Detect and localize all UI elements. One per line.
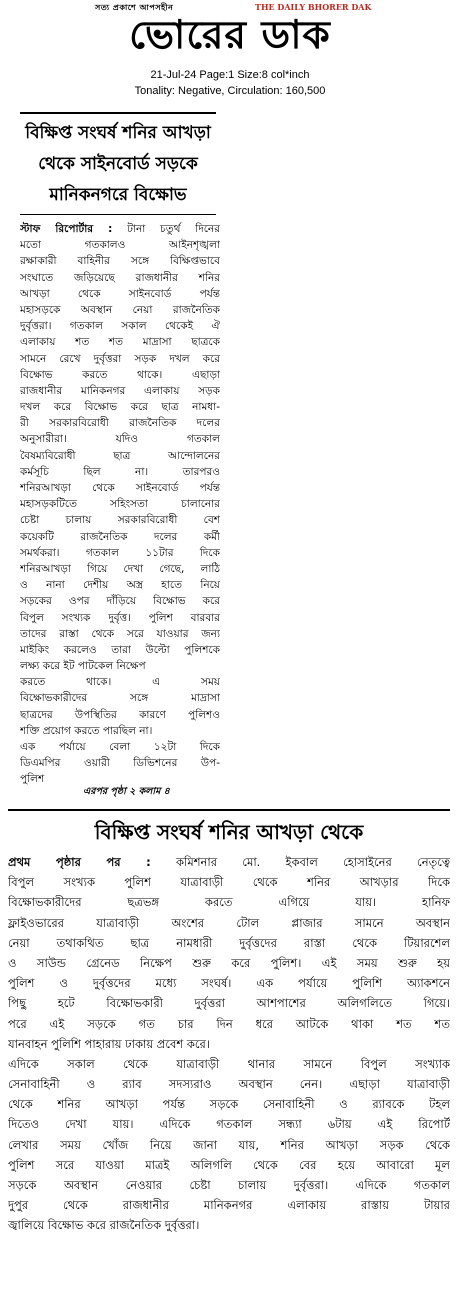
- article2-line: নেয়া তথাকথিত ছাত্র নামধারী দুর্বৃত্তদের রাস্তা থেকে টিয়ারশেল: [8, 935, 450, 950]
- article1-byline: স্টাফ রিপোর্টার :: [20, 223, 113, 235]
- article2-line: থেকে শনির আখড়া পর্যন্ত সড়কে সেনাবাহিনী ও র‍্যাবকে টহল: [8, 1097, 450, 1112]
- article1-line: ছাত্রদের উপস্থিতির কারণে পুলিশও: [20, 708, 220, 721]
- article2-line: বিক্ষোভকারীদের ছত্রভঙ্গ করতে এগিয়ে যায়। হানিফ: [8, 895, 450, 910]
- article2-line: লেখার সময় খোঁজ নিয়ে জানা যায়, শনির আখড়া সড়ক থেকে: [8, 1137, 450, 1152]
- article2-headline: বিক্ষিপ্ত সংঘর্ষ শনির আখড়া থেকে: [94, 820, 364, 844]
- article1-continued-note: এরপর পৃষ্ঠা ২ কলাম ৪: [83, 786, 170, 797]
- article1-headline-line: থেকে সাইনবোর্ড সড়কে: [38, 154, 198, 174]
- article2-line: পিছু হটে বিক্ষোভকারী দুর্বৃত্তরা আশপাশের অলিগলিতে গিয়ে।: [8, 996, 450, 1011]
- article1-line: চেষ্টা চালায় সরকারবিরোধী বেশ: [20, 514, 220, 527]
- article1-line: রাজধানীর মানিকনগর এলাকায় সড়ক: [20, 384, 220, 397]
- article2-line: ও সাউন্ড গ্রেনেড নিক্ষেপ শুরু করে পুলিশ। এই সময় শুরু হয়: [8, 955, 450, 970]
- article1-line: করতে থাকে। এ সময়: [20, 676, 220, 689]
- article1-line: সড়কের ওপর দাঁড়িয়ে বিক্ষোভ করে: [20, 595, 220, 608]
- article1-headline-line: বিক্ষিপ্ত সংঘর্ষ শনির আখড়া: [25, 123, 211, 143]
- article2-line: সড়কে অবস্থান নেওয়ার চেষ্টা চালায় দুর্বৃত্তরা। এদিকে গতকাল: [8, 1178, 450, 1192]
- article1-line: বিক্ষোভ করতে থাকে। এছাড়া: [20, 368, 220, 381]
- article2-first-line-text: কমিশনার মো. ইকবাল হোসাইনের নেতৃত্বে: [176, 855, 450, 869]
- article1-line: আখড়া থেকে সাইনবোর্ড পর্যন্ত: [20, 287, 220, 300]
- article1-line: রক্ষাকারী বাহিনীর সঙ্গে বিক্ষিপ্তভাবে: [20, 255, 220, 268]
- article1-first-line-text: টানা চতুর্থ দিনের: [127, 223, 220, 235]
- article2-line: যানবাহন পুলিশি পাহারায় ঢাকায় প্রবেশ করে।: [8, 1036, 210, 1051]
- article1-line: এলাকায় শত শত মাদ্রাসা ছাত্রকে: [20, 336, 220, 349]
- article2-lead: প্রথম পৃষ্ঠার পর :: [8, 855, 151, 869]
- article2-line: পরে এই সড়কে গত চার দিন ধরে আটকে থাকা শত শত: [8, 1016, 450, 1031]
- article1-line: মতো গতকালও আইনশৃঙ্খলা: [20, 239, 220, 252]
- article1-line: মহাসড়কটিতে সহিংসতা চালানোর: [20, 498, 220, 511]
- article1-line: কয়েকটি রাজনৈতিক দলের কর্মী: [20, 530, 220, 543]
- article1-line: দুর্বৃত্তরা। গতকাল সকাল থেকেই ঐ: [20, 320, 220, 333]
- article2-line: পুলিশ সরে যাওয়া মাত্রই অলিগলি থেকে বের হয়ে আবারো মূল: [8, 1157, 450, 1172]
- article2-line: জ্বালিয়ে বিক্ষোভ করে রাজনৈতিক দুর্বৃত্তরা।: [8, 1218, 200, 1233]
- article1-line: শনিরআখড়া গিয়ে দেখা গেছে, লাঠি: [20, 562, 220, 575]
- masthead-tagline: সত্য প্রকাশে আপসহীন: [95, 3, 174, 12]
- article2-body: [8, 852, 450, 1236]
- article1-line: বিপুল সংখ্যক দুর্বৃত্ত। পুলিশ বারবার: [20, 611, 220, 624]
- clipping-meta-date-page: 21-Jul-24 Page:1 Size:8 col*inch: [150, 69, 310, 81]
- article1-headline-line: মানিকনগরে বিক্ষোভ: [49, 185, 187, 205]
- article1-body: [20, 221, 220, 788]
- article1-line: লক্ষ্য করে ইট পাটকেল নিক্ষেপ: [20, 660, 146, 673]
- article1-line: মাইকিং করলেও তারা উল্টো পুলিশকে: [20, 643, 220, 656]
- article1-first-line: [20, 221, 220, 237]
- masthead-english-name: THE DAILY BHORER DAK: [255, 2, 372, 12]
- article2-line: ফ্লাইওভারের যাত্রাবাড়ী অংশের টোল প্লাজার সামনে অবস্থান: [8, 915, 450, 930]
- article1-line: অনুসারীরা। যদিও গতকাল: [20, 433, 220, 446]
- article1-headline: [20, 112, 216, 215]
- article1-line: তাদের রাস্তা থেকে সরে যাওয়ার জন্য: [20, 627, 220, 640]
- article1-line: সামনে রেখে দুর্বৃত্তরা সড়ক দখল করে: [20, 352, 220, 365]
- article1-line: পুলিশ: [20, 773, 45, 786]
- article1-line: রী সরকারবিরোধী রাজনৈতিক দলের: [20, 417, 220, 430]
- article2-line: দিতেও দেখা যায়। এদিকে গতকাল সন্ধ্যা ৬টায় এই রিপোর্ট: [8, 1117, 450, 1132]
- article1-line: ও নানা দেশীয় অস্ত্র হাতে নিয়ে: [20, 579, 220, 592]
- newspaper-masthead-logo: ভোরের ডাক: [129, 13, 331, 58]
- article1-line: সমর্থকরা। গতকাল ১১টার দিকে: [20, 546, 220, 559]
- article1-line: সংঘাতে জড়িয়েছে রাজধানীর শনির: [20, 271, 220, 284]
- article2-line: বিপুল সংখ্যক পুলিশ যাত্রাবাড়ী থেকে শনির আখড়ার দিকে: [8, 875, 450, 890]
- section-divider: [8, 809, 450, 811]
- article1-line: দখল করে বিক্ষোভ করে ছাত্র নামধা-: [20, 401, 220, 414]
- article1-line: ডিএমপির ওয়ারী ডিভিশনের উপ-: [20, 757, 220, 770]
- article1-line: বিক্ষোভকারীদের সঙ্গে মাদ্রাসা: [20, 692, 220, 705]
- article2-line: দুপুর থেকে রাজধানীর মানিকনগর এলাকায় রাস্তায় টায়ার: [8, 1198, 450, 1213]
- article1-line: শক্তি প্রয়োগ করতে পারছিল না।: [20, 724, 153, 737]
- article1-line: এক পর্যায়ে বেলা ১২টা দিকে: [20, 741, 220, 753]
- article2-line: এদিকে সকাল থেকে যাত্রাবাড়ী থানার সামনে বিপুল সংখ্যাক: [8, 1056, 450, 1071]
- article1-line: কর্মসূচি ছিল না। তারপরও: [20, 465, 220, 478]
- clipping-meta-tonality: Tonality: Negative, Circulation: 160,500: [134, 85, 326, 97]
- article2-line: পুলিশ ও দুর্বৃত্তদের মধ্যে সংঘর্ষ। এক পর্যায়ে পুলিশি অ্যাকশনে: [8, 976, 450, 991]
- article1-line: শনিরআখড়া থেকে সাইনবোর্ড পর্যন্ত: [20, 482, 220, 494]
- article1-line: মহাসড়কে অবস্থান নেয়া রাজনৈতিক: [20, 303, 220, 316]
- article2-first-line: [8, 852, 450, 872]
- article1-line: বৈষম্যবিরোধী ছাত্র আন্দোলনের: [20, 449, 220, 462]
- article2-line: সেনাবাহিনী ও র‍্যাব সদস্যরাও অবস্থান নেন। এছাড়া যাত্রাবাড়ী: [8, 1077, 450, 1092]
